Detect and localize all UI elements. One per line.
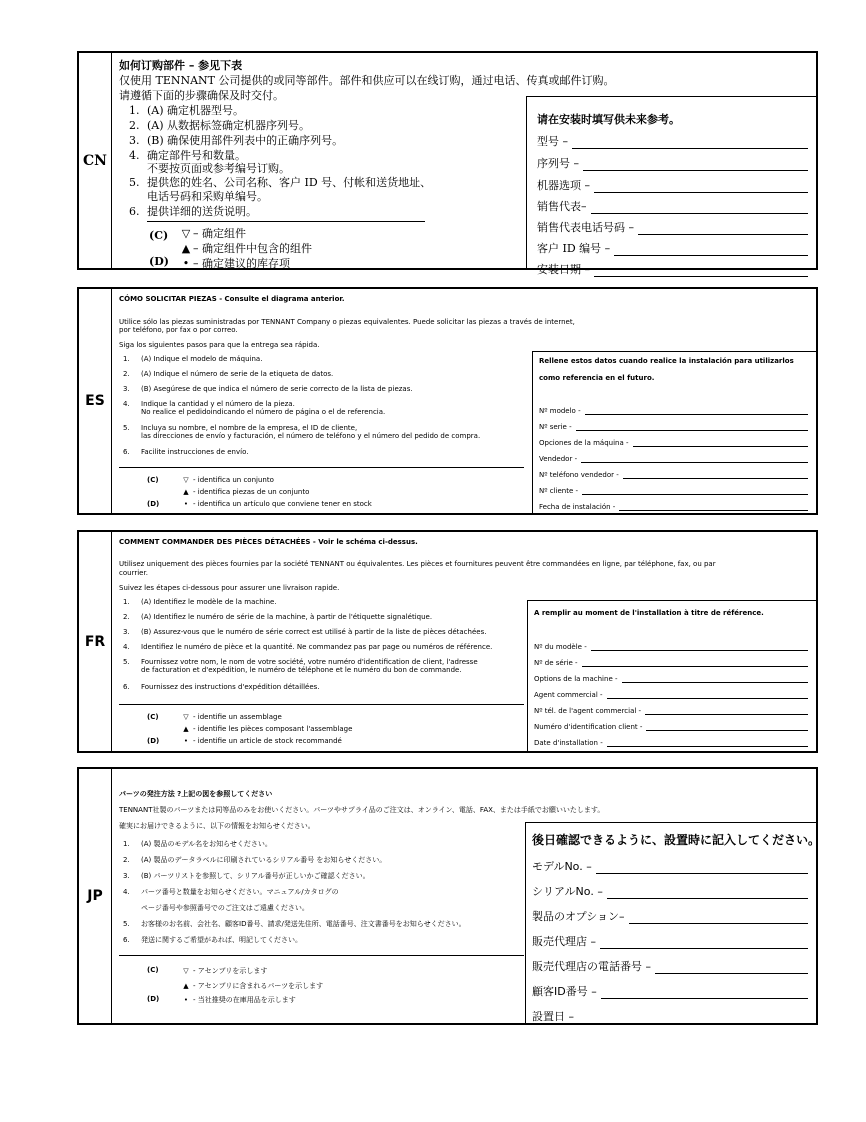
field-customer-jp: 顧客ID番号 – xyxy=(532,983,808,999)
legend-c-es: (C) xyxy=(147,476,159,484)
box-title-jp: 後日確認できるように、設置時に記入してください。 xyxy=(532,833,821,847)
divider-es xyxy=(119,467,524,468)
content-fr xyxy=(119,532,816,751)
step-cn-6: 6. 提供详细的送货说明。 xyxy=(129,205,257,218)
legend-2-fr: ▲ - identifie les pièces composant l'assemblage xyxy=(179,725,352,733)
field-rep-cn: 销售代表– xyxy=(537,198,808,214)
field-rep-phone-cn: 销售代表电话号码 – xyxy=(537,219,808,235)
divider-cn xyxy=(147,221,425,222)
intro2-cn: 请遵循下面的步骤确保及时交付。 xyxy=(119,89,284,102)
filled-triangle-icon: ▲ xyxy=(183,982,189,990)
open-triangle-icon: ▽ xyxy=(183,967,189,975)
filled-triangle-icon: ▲ xyxy=(183,725,189,733)
step-jp-4b: ページ番号や参照番号でのご注文はご遠慮ください。 xyxy=(141,904,309,912)
step-cn-5: 5. 提供您的姓名、公司名称、客户 ID 号、付帐和送货地址、 xyxy=(129,176,432,189)
bullet-icon: • xyxy=(182,257,190,270)
legend-1-jp: ▽ - アセンブリを示します xyxy=(179,966,267,976)
step-es-3: 3. (B) Asegúrese de que indica el número de serie correcto de la lista de piezas. xyxy=(123,385,413,393)
reference-box-es xyxy=(532,351,816,513)
box-title-cn: 请在安装时填写供未来参考。 xyxy=(537,113,680,126)
reference-box-cn xyxy=(526,96,816,276)
step-es-5: 5. Incluya su nombre, el nombre de la empresa, el ID de cliente, xyxy=(123,424,358,432)
content-jp xyxy=(119,769,821,1023)
panel-fr xyxy=(77,530,818,753)
step-fr-1: 1. (A) Identifiez le modèle de la machine. xyxy=(123,598,277,606)
intro-cn: 仅使用 TENNANT 公司提供的或同等部件。部件和供应可以在线订购，通过电话、传真或邮件订购。 xyxy=(119,74,615,87)
field-serial-es: Nº serie - xyxy=(539,423,808,431)
field-install-date-cn: 安装日期 – xyxy=(537,261,808,277)
content-es xyxy=(119,289,816,513)
field-install-date-jp: 設置日 – xyxy=(532,1008,808,1024)
field-model-fr: Nº du modèle - xyxy=(534,643,808,651)
panel-cn xyxy=(77,51,818,276)
legend-d-cn: (D) xyxy=(149,255,169,268)
legend-c-fr: (C) xyxy=(147,713,159,721)
box-title-es: Rellene estos datos cuando realice la instalación para utilizarlos xyxy=(539,357,794,365)
step-es-4: 4. Indique la cantidad y el número de la pieza. xyxy=(123,400,295,408)
step-fr-5b: de facturation et d'expédition, le numéro de téléphone et le numéro du bon de commande. xyxy=(141,666,462,674)
legend-1-es: ▽ - identifica un conjunto xyxy=(179,476,274,484)
field-model-jp: モデルNo. – xyxy=(532,858,808,874)
field-customer-es: Nº cliente - xyxy=(539,487,808,495)
box-title-es-b: como referencia en el futuro. xyxy=(539,374,655,382)
legend-1-fr: ▽ - identifie un assemblage xyxy=(179,713,282,721)
field-serial-cn: 序列号 – xyxy=(537,155,808,171)
step-fr-3: 3. (B) Assurez-vous que le numéro de série correct est utilisé à partir de la liste de pièces détachées. xyxy=(123,628,487,636)
reference-box-fr xyxy=(527,600,816,751)
legend-2-cn: ▲ – 确定组件中包含的组件 xyxy=(179,240,312,256)
field-options-jp: 製品のオプション– xyxy=(532,908,808,924)
title-jp: パーツの発注方法 ?上記の図を参照してください xyxy=(119,790,273,798)
intro-es: Utilice sólo las piezas suministradas por TENNANT Company o piezas equivalentes. Puede solicitar las piezas a través de internet, xyxy=(119,318,575,326)
field-install-date-fr: Date d'installation - xyxy=(534,739,808,747)
legend-2-jp: ▲ - アセンブリに含まれるパーツを示します xyxy=(179,981,323,991)
step-jp-4: 4. パーツ番号と数量をお知らせください。マニュアル/カタログの xyxy=(123,888,339,896)
title-es: CÓMO SOLICITAR PIEZAS - Consulte el diagrama anterior. xyxy=(119,295,345,303)
box-title-fr: A remplir au moment de l'installation à titre de référence. xyxy=(534,609,764,617)
step-es-4b: No realice el pedidoindicando el número de página o el de referencia. xyxy=(141,408,386,416)
field-customer-id-cn: 客户 ID 编号 – xyxy=(537,240,808,256)
legend-d-jp: (D) xyxy=(147,995,160,1003)
step-cn-5b: 电话号码和采购单编号。 xyxy=(147,190,268,203)
step-fr-2: 2. (A) Identifiez le numéro de série de la machine, à partir de l'étiquette signalétique. xyxy=(123,613,433,621)
reference-box-jp xyxy=(525,822,821,1023)
step-cn-4: 4. 确定部件号和数量。 xyxy=(129,149,246,162)
field-agent-fr: Agent commercial - xyxy=(534,691,808,699)
field-model-cn: 型号 – xyxy=(537,133,808,149)
step-cn-4b: 不要按页面或参考编号订购。 xyxy=(147,162,290,175)
lang-label-jp: JP xyxy=(79,769,112,1023)
lang-label-fr: FR xyxy=(79,532,112,751)
legend-c-cn: (C) xyxy=(149,229,169,242)
divider-jp xyxy=(119,955,524,956)
step-fr-4: 4. Identifiez le numéro de pièce et la quantité. Ne commandez pas par page ou numéros de référence. xyxy=(123,643,493,651)
step-jp-6: 6. 発送に関するご希望があれば、明記してください。 xyxy=(123,936,302,944)
field-customer-fr: Numéro d'identification client - xyxy=(534,723,808,731)
field-model-es: Nº modelo - xyxy=(539,407,808,415)
intro-fr: Utilisez uniquement des pièces fournies par la société TENNANT ou équivalentes. Les pièces et fournitures peuvent être commandées en ligne, par téléphone, fax, ou par xyxy=(119,560,716,568)
lang-label-cn: CN xyxy=(79,53,112,268)
panel-jp xyxy=(77,767,821,1025)
legend-3-jp: • - 当社推奨の在庫用品を示します xyxy=(179,995,296,1005)
intro2-jp: 確実にお届けできるように、以下の情報をお知らせください。 xyxy=(119,822,315,830)
step-cn-3: 3. (B) 确保使用部件列表中的正确序列号。 xyxy=(129,134,344,147)
panel-es xyxy=(77,287,818,515)
field-dealer-phone-jp: 販売代理店の電話番号 – xyxy=(532,958,808,974)
field-install-date-es: Fecha de instalación - xyxy=(539,503,808,511)
legend-3-es: • - identifica un artículo que conviene tener en stock xyxy=(179,500,372,508)
field-options-fr: Options de la machine - xyxy=(534,675,808,683)
field-rep-es: Vendedor - xyxy=(539,455,808,463)
legend-3-fr: • - identifie un article de stock recommandé xyxy=(179,737,342,745)
legend-1-cn: ▽ – 确定组件 xyxy=(179,225,246,241)
field-dealer-jp: 販売代理店 – xyxy=(532,933,808,949)
step-fr-6: 6. Fournissez des instructions d'expédition détaillées. xyxy=(123,683,320,691)
step-jp-1: 1. (A) 製品のモデル名をお知らせください。 xyxy=(123,840,272,848)
field-rep-phone-es: Nº teléfono vendedor - xyxy=(539,471,808,479)
step-jp-5: 5. お客様のお名前、会社名、顧客ID番号、請求/発送先住所、電話番号、注文書番号をお知らせください。 xyxy=(123,920,466,928)
field-serial-jp: シリアルNo. – xyxy=(532,883,808,899)
title-fr: COMMENT COMMANDER DES PIÈCES DÉTACHÉES - Voir le schéma ci-dessus. xyxy=(119,538,418,546)
open-triangle-icon: ▽ xyxy=(183,476,189,484)
field-serial-fr: Nº de série - xyxy=(534,659,808,667)
field-options-es: Opciones de la máquina - xyxy=(539,439,808,447)
step-jp-3: 3. (B) パーツリストを参照して、シリアル番号が正しいかご確認ください。 xyxy=(123,872,370,880)
legend-2-es: ▲ - identifica piezas de un conjunto xyxy=(179,488,309,496)
legend-d-fr: (D) xyxy=(147,737,160,745)
intro-fr-b: courrier. xyxy=(119,569,148,577)
intro-jp: TENNANT社製のパーツまたは同等品のみをお使いください。パーツやサプライ品のご注文は、オンライン、電話、FAX、または手紙でお願いいたします。 xyxy=(119,806,605,814)
legend-c-jp: (C) xyxy=(147,966,159,974)
bullet-icon: • xyxy=(183,996,189,1004)
bullet-icon: • xyxy=(183,737,189,745)
step-es-2: 2. (A) Indique el número de serie de la etiqueta de datos. xyxy=(123,370,334,378)
intro-es-b: por teléfono, por fax o por correo. xyxy=(119,326,238,334)
open-triangle-icon: ▽ xyxy=(181,227,191,240)
lang-label-es: ES xyxy=(79,289,112,513)
field-options-cn: 机器选项 – xyxy=(537,177,808,193)
legend-d-es: (D) xyxy=(147,500,160,508)
step-es-5b: las direcciones de envío y facturación, el número de teléfono y el número del pedido de compra. xyxy=(141,432,481,440)
bullet-icon: • xyxy=(183,500,189,508)
filled-triangle-icon: ▲ xyxy=(183,488,189,496)
step-fr-5: 5. Fournissez votre nom, le nom de votre société, votre numéro d'identification de client, l'adresse xyxy=(123,658,478,666)
filled-triangle-icon: ▲ xyxy=(181,242,191,255)
divider-fr xyxy=(119,704,524,705)
step-cn-2: 2. (A) 从数据标签确定机器序列号。 xyxy=(129,119,311,132)
intro2-fr: Suivez les étapes ci-dessous pour assurer une livraison rapide. xyxy=(119,584,340,592)
field-agent-phone-fr: Nº tél. de l'agent commercial - xyxy=(534,707,808,715)
intro2-es: Siga los siguientes pasos para que la entrega sea rápida. xyxy=(119,341,320,349)
open-triangle-icon: ▽ xyxy=(183,713,189,721)
step-cn-1: 1. (A) 确定机器型号。 xyxy=(129,104,245,117)
step-es-1: 1. (A) Indique el modelo de máquina. xyxy=(123,355,263,363)
step-es-6: 6. Facilite instrucciones de envío. xyxy=(123,448,249,456)
content-cn xyxy=(119,53,816,276)
legend-3-cn: • – 确定建议的库存项 xyxy=(179,255,290,271)
title-cn: 如何订购部件 – 参见下表 xyxy=(119,59,243,72)
step-jp-2: 2. (A) 製品のデータラベルに印刷されているシリアル番号 をお知らせください。 xyxy=(123,856,387,864)
